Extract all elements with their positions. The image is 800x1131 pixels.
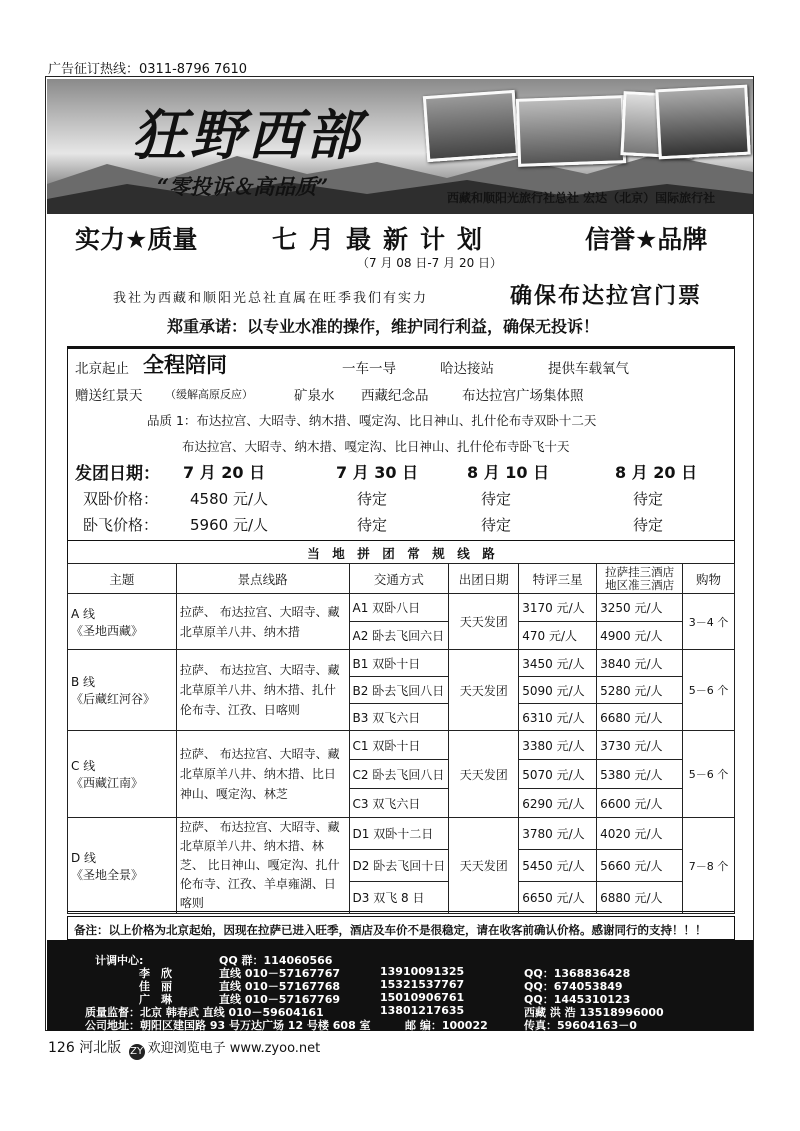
route-theme: B 线 《后藏红河谷》 [68,650,177,731]
price-hotel: 3730 元/人 [597,731,683,760]
route-shopping: 5－6 个 [683,731,735,818]
route-option: D1 双卧十二日 [349,818,449,850]
quality-line-2: 布达拉宫、大昭寺、纳木措、嘎定沟、比日神山、扎什伦布寺卧飞十天 [182,439,570,454]
plan-dates: （7 月 08 日-7 月 20 日） [357,256,503,270]
contact-qq: QQ：1368836428 [524,967,631,980]
price-hotel: 3840 元/人 [597,650,683,677]
power-statement: 我社为西藏和顺阳光总社直属在旺季我们有实力 [113,291,429,306]
fly-price-4: 待定 [633,516,664,534]
sleeper-price-2: 待定 [357,490,388,508]
start-label: 北京起止 [75,361,129,377]
depart-date-label: 发团日期： [75,464,160,484]
promise-statement: 郑重承诺：以专业水准的操作，维护同行利益，确保无投诉！ [167,317,600,336]
route-option: B1 双卧十日 [349,650,449,677]
route-option: A2 卧去飞回六日 [349,622,449,650]
ad-hotline: 广告征订热线：0311-8796 7610 [48,62,248,77]
contact-mobile: 15010906761 [380,991,465,1004]
gift-souvenir: 西藏纪念品 [361,388,429,404]
route-theme: D 线 《圣地全景》 [68,818,177,914]
photo-palace-2 [655,85,751,160]
route-option: C3 双飞六日 [349,789,449,818]
gift-label: 赠送红景天 [75,388,143,404]
route-option: B2 卧去飞回八日 [349,677,449,704]
contact-name: 佳 丽 [139,980,172,993]
contact-name: 李 欣 [139,967,172,980]
route-spots: 拉萨、 布达拉宫、大昭寺、藏北草原羊八井、纳木措、林芝、 比日神山、嘎定沟、扎什伦布寺、江孜、羊卓雍湖、日喀则 [176,818,349,914]
route-depart: 天天发团 [449,594,519,650]
photo-palace-1 [423,90,519,162]
contact-line: 直线 010－57167769 [219,993,341,1006]
feature-hada: 哈达接站 [440,361,494,377]
contacts-block [47,940,753,1031]
fax: 传真：59604163－0 [524,1019,637,1032]
col-transport: 交通方式 [349,564,449,594]
feature-oxygen: 提供车载氧气 [548,361,629,377]
company-address: 公司地址：朝阳区建国路 93 号万达广场 12 号楼 608 室 [85,1019,371,1032]
quality-supervisor: 质量监督：北京 韩春武 直线 010－59604161 [85,1006,324,1019]
price-hotel: 5280 元/人 [597,677,683,704]
price-three-star: 6310 元/人 [519,704,597,731]
motto-left: 实力★质量 [75,225,198,254]
route-option: D3 双飞 8 日 [349,882,449,914]
zyoo-logo-icon: ZY [129,1044,145,1060]
contact-line: 直线 010－57167768 [219,980,341,993]
route-option: B3 双飞六日 [349,704,449,731]
col-theme: 主题 [68,564,177,594]
table-row [68,731,735,760]
price-three-star: 5090 元/人 [519,677,597,704]
fly-price-label: 卧飞价格： [83,516,159,534]
agency-names: 西藏和顺阳光旅行社总社 宏达（北京）国际旅行社 [447,191,716,205]
edition-label: 河北版 [79,1040,122,1056]
ticket-guarantee: 确保布达拉宫门票 [510,284,703,309]
depart-date-3: 8 月 10 日 [467,463,550,482]
route-option: D2 卧去飞回十日 [349,850,449,882]
price-hotel: 3250 元/人 [597,594,683,622]
price-hotel: 4900 元/人 [597,622,683,650]
route-spots: 拉萨、 布达拉宫、大昭寺、藏北草原羊八井、纳木措 [176,594,349,650]
feature-one-car: 一车一导 [342,361,396,377]
gift-water: 矿泉水 [294,388,335,404]
page-footer [48,1037,320,1060]
price-three-star: 3780 元/人 [519,818,597,850]
table-row [68,594,735,622]
contact-line: 直线 010－57167767 [219,967,341,980]
route-spots: 拉萨、 布达拉宫、大昭寺、藏北草原羊八井、纳木措、比日神山、嘎定沟、林芝 [176,731,349,818]
full-tour-title: 全程陪同 [143,353,227,377]
route-option: A1 双卧八日 [349,594,449,622]
table-row [68,818,735,850]
page-number: 126 [48,1040,75,1056]
site-link[interactable]: 欢迎浏览电子 www.zyoo.net [147,1041,321,1056]
price-hotel: 6880 元/人 [597,882,683,914]
gift-note: （缓解高原反应） [165,388,253,401]
plan-title: 七月最新计划 [272,225,495,254]
contact-mobile: 13910091325 [380,965,465,978]
fly-price-3: 待定 [481,516,512,534]
price-three-star: 6650 元/人 [519,882,597,914]
fly-price-2: 待定 [357,516,388,534]
sleeper-price-label: 双卧价格： [83,490,159,508]
depart-date-2: 7 月 30 日 [336,463,419,482]
route-shopping: 3－4 个 [683,594,735,650]
col-shopping: 购物 [683,564,735,594]
photo-camels [516,95,626,167]
banner-slogan: “零投诉＆高品质” [157,174,329,199]
sleeper-price-4: 待定 [633,490,664,508]
contact-qq: QQ：1445310123 [524,993,631,1006]
price-three-star: 3380 元/人 [519,731,597,760]
col-three-star: 特评三星 [519,564,597,594]
col-hotel: 拉萨挂三酒店 地区准三酒店 [597,564,683,594]
price-hotel: 6680 元/人 [597,704,683,731]
col-spots: 景点线路 [176,564,349,594]
motto-right: 信誉★品牌 [585,225,708,254]
price-hotel: 5380 元/人 [597,760,683,789]
depart-date-4: 8 月 20 日 [615,463,698,482]
route-shopping: 7－8 个 [683,818,735,914]
routes-header-row [68,564,735,594]
route-spots: 拉萨、 布达拉宫、大昭寺、藏北草原羊八井、纳木措、扎什伦布寺、江孜、日喀则 [176,650,349,731]
sleeper-price-1: 4580 元/人 [190,490,268,508]
contact-name: 广 琳 [139,993,172,1006]
price-three-star: 3170 元/人 [519,594,597,622]
col-depart: 出团日期 [449,564,519,594]
depart-date-1: 7 月 20 日 [183,463,266,482]
tibet-contact: 西藏 洪 浩 13518996000 [524,1006,664,1019]
quality-line-1: 品质 1：布达拉宫、大昭寺、纳木措、嘎定沟、比日神山、扎什伦布寺双卧十二天 [147,413,597,428]
routes-table [67,563,735,914]
price-three-star: 6290 元/人 [519,789,597,818]
contact-qq: QQ：674053849 [524,980,623,993]
route-depart: 天天发团 [449,731,519,818]
route-depart: 天天发团 [449,818,519,914]
routes-title: 当 地 拼 团 常 规 线 路 [307,546,495,561]
supervisor-mobile: 13801217635 [380,1004,465,1017]
price-hotel: 4020 元/人 [597,818,683,850]
price-three-star: 5450 元/人 [519,850,597,882]
table-row [68,650,735,677]
route-shopping: 5－6 个 [683,650,735,731]
sleeper-price-3: 待定 [481,490,512,508]
price-three-star: 5070 元/人 [519,760,597,789]
gift-photo: 布达拉宫广场集体照 [462,388,584,404]
route-theme: A 线 《圣地西藏》 [68,594,177,650]
route-option: C1 双卧十日 [349,731,449,760]
price-note: 备注：以上价格为北京起始，因现在拉萨已进入旺季，酒店及车价不是很稳定，请在收客前确认价格。感谢同行的支持！！！ [67,916,735,940]
price-hotel: 5660 元/人 [597,850,683,882]
postcode: 邮 编：100022 [405,1019,488,1032]
route-theme: C 线 《西藏江南》 [68,731,177,818]
planning-center-label: 计调中心: [95,954,144,967]
route-depart: 天天发团 [449,650,519,731]
qq-group: QQ 群：114060566 [219,954,333,967]
price-three-star: 3450 元/人 [519,650,597,677]
price-hotel: 6600 元/人 [597,789,683,818]
brand-logo: 狂野西部 [132,103,364,167]
fly-price-1: 5960 元/人 [190,516,268,534]
route-option: C2 卧去飞回八日 [349,760,449,789]
price-three-star: 470 元/人 [519,622,597,650]
banner [47,79,753,214]
contact-mobile: 15321537767 [380,978,465,991]
